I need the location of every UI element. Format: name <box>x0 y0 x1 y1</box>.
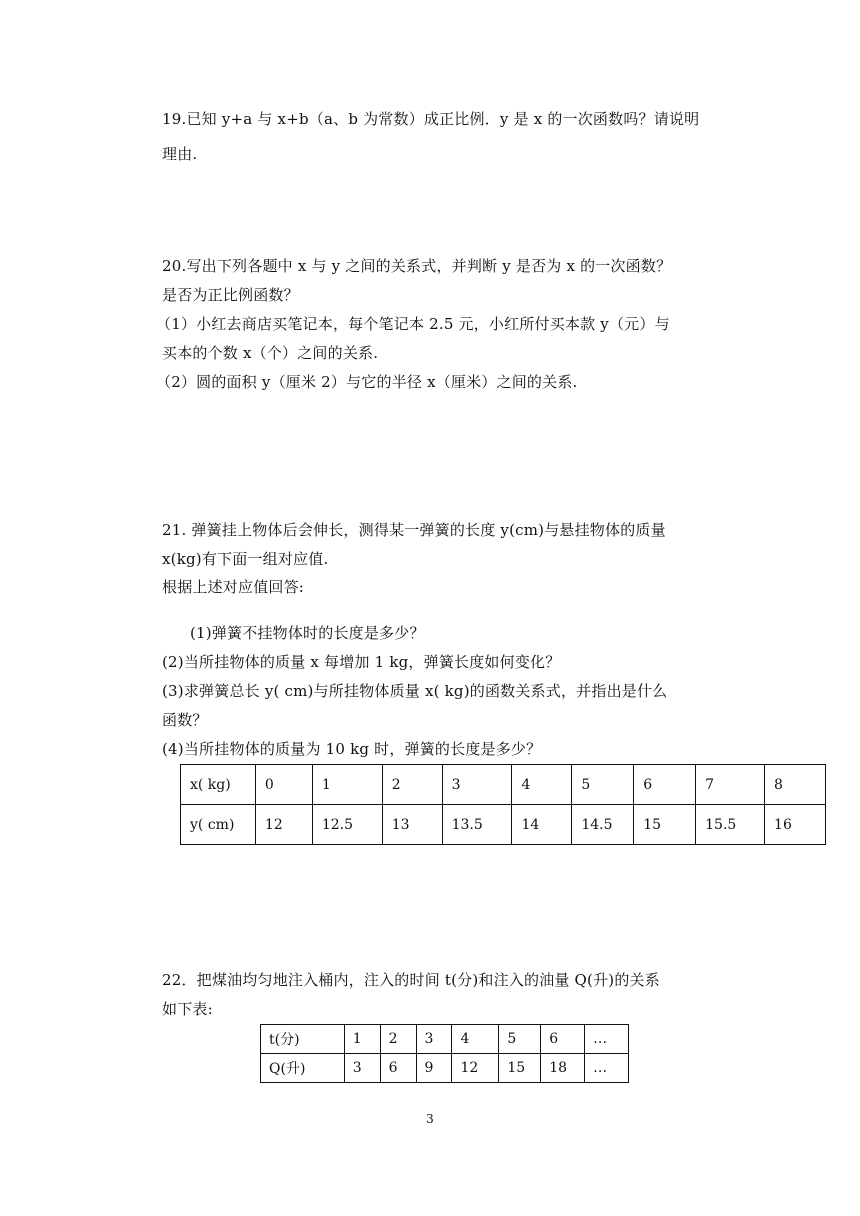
q19-line-1: 19.已知 y+a 与 x+b（a、b 为常数）成正比例．y 是 x 的一次函数吗？请说明 <box>162 110 700 128</box>
table-cell: 3 <box>344 1054 380 1083</box>
table-cell: 5 <box>499 1025 541 1054</box>
q21-line-1: 21. 弹簧挂上物体后会伸长，测得某一弹簧的长度 y(cm)与悬挂物体的质量 <box>162 521 666 539</box>
table-cell: 15 <box>634 805 696 845</box>
table-cell: 15.5 <box>696 805 765 845</box>
page-number: 3 <box>426 1112 434 1126</box>
q21-line-3: 根据上述对应值回答: <box>162 578 305 596</box>
table-cell: 13 <box>382 805 442 845</box>
table-cell: 2 <box>382 765 442 805</box>
table-cell: 9 <box>416 1054 452 1083</box>
table-cell: 12 <box>452 1054 499 1083</box>
table-cell: 4 <box>452 1025 499 1054</box>
q21-sub-4: (4)当所挂物体的质量为 10 kg 时，弹簧的长度是多少？ <box>162 740 542 758</box>
table-cell: y( cm) <box>181 805 256 845</box>
table-cell: 0 <box>255 765 312 805</box>
table-cell: 8 <box>765 765 826 805</box>
table-cell: 15 <box>499 1054 541 1083</box>
q20-line-1: 20.写出下列各题中 x 与 y 之间的关系式，并判断 y 是否为 x 的一次函数？ <box>162 257 672 275</box>
table-cell: Q(升) <box>261 1054 345 1083</box>
table-cell: 3 <box>442 765 512 805</box>
q21-sub-2: (2)当所挂物体的质量 x 每增加 1 kg，弹簧长度如何变化？ <box>162 653 561 671</box>
table-cell: … <box>585 1054 629 1083</box>
table-cell: 1 <box>312 765 382 805</box>
q22-line-2: 如下表: <box>162 1000 213 1018</box>
q20-line-5: （2）圆的面积 y（厘米 2）与它的半径 x（厘米）之间的关系. <box>156 373 578 391</box>
table-cell: 13.5 <box>442 805 512 845</box>
q20-line-2: 是否为正比例函数？ <box>162 286 299 304</box>
table-cell: 16 <box>765 805 826 845</box>
table-cell: 2 <box>380 1025 416 1054</box>
table-cell: 3 <box>416 1025 452 1054</box>
table-cell: 7 <box>696 765 765 805</box>
table-row <box>181 805 826 845</box>
q20-line-4: 买本的个数 x（个）之间的关系. <box>162 344 379 362</box>
q21-sub-1: (1)弹簧不挂物体时的长度是多少？ <box>190 624 425 642</box>
kerosene-table <box>260 1024 629 1083</box>
q20-line-3: （1）小红去商店买笔记本，每个笔记本 2.5 元，小红所付买本款 y（元）与 <box>156 315 670 333</box>
table-cell: t(分) <box>261 1025 345 1054</box>
table-cell: 6 <box>634 765 696 805</box>
q19-line-2: 理由. <box>162 145 198 163</box>
table-cell: 4 <box>512 765 572 805</box>
table-cell: 12 <box>255 805 312 845</box>
table-cell: 14 <box>512 805 572 845</box>
table-cell: 18 <box>541 1054 585 1083</box>
q21-line-2: x(kg)有下面一组对应值. <box>162 550 329 568</box>
table-cell: 12.5 <box>312 805 382 845</box>
table-row <box>261 1025 629 1054</box>
table-cell: 6 <box>380 1054 416 1083</box>
table-cell: 6 <box>541 1025 585 1054</box>
spring-table <box>180 764 826 845</box>
table-cell: 1 <box>344 1025 380 1054</box>
table-cell: 14.5 <box>572 805 634 845</box>
table-cell: x( kg) <box>181 765 256 805</box>
table-cell: … <box>585 1025 629 1054</box>
table-row <box>261 1054 629 1083</box>
table-cell: 5 <box>572 765 634 805</box>
q22-line-1: 22．把煤油均匀地注入桶内，注入的时间 t(分)和注入的油量 Q(升)的关系 <box>162 971 660 989</box>
table-row <box>181 765 826 805</box>
q21-sub-3a: (3)求弹簧总长 y( cm)与所挂物体质量 x( kg)的函数关系式，并指出是什么 <box>162 682 668 700</box>
q21-sub-3b: 函数？ <box>162 711 208 729</box>
